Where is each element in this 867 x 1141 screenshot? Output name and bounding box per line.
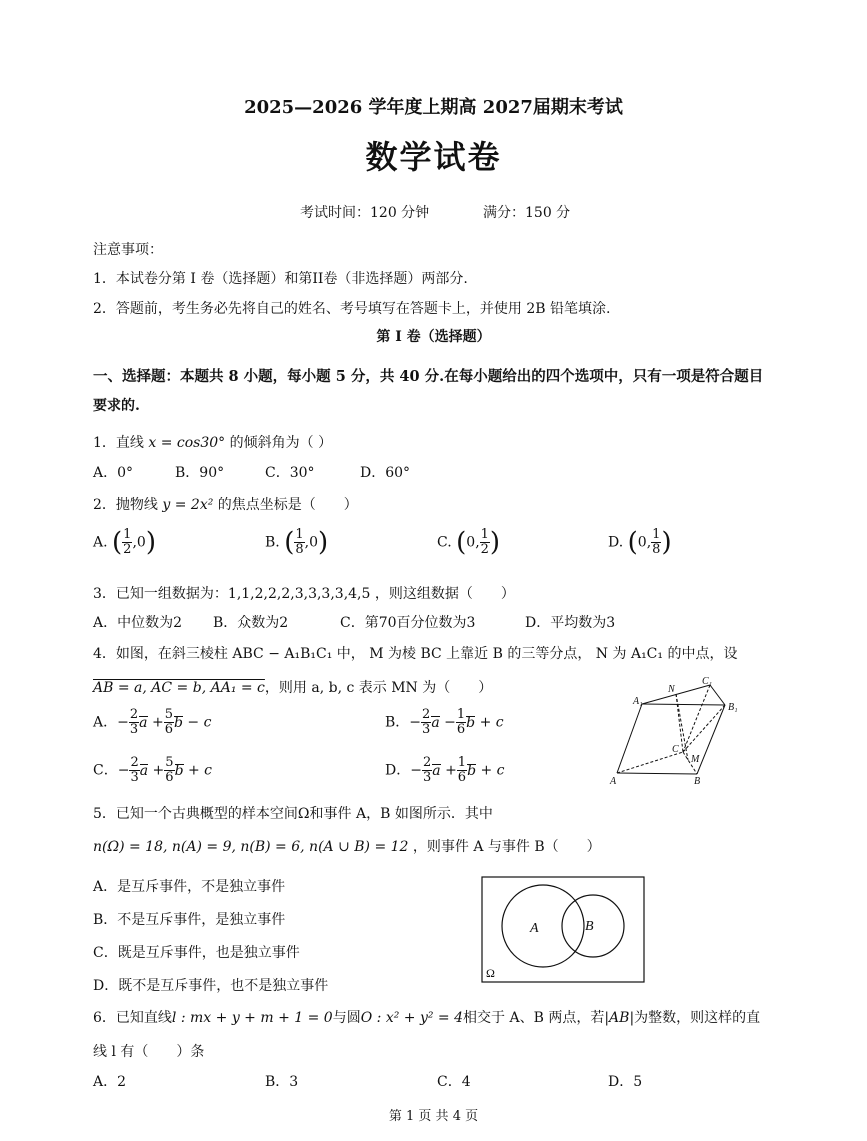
label-b1: B₁ [728, 702, 738, 713]
note-item: 1．本试卷分第 I 卷（选择题）和第II卷（非选择题）两部分. [93, 271, 468, 287]
edge-a1b1 [642, 704, 725, 705]
option-b: B．众数为2 [213, 615, 289, 631]
edge-c1b1 [710, 685, 725, 705]
time-info: 考试时间：120 分钟 [300, 205, 430, 221]
option-b: B．90° [175, 465, 225, 481]
score-info: 满分：150 分 [483, 205, 571, 221]
question-number: 3． [93, 586, 116, 602]
question-5-stem-cont: n(Ω) = 18, n(A) = 9, n(B) = 6, n(A ∪ B) = 12 ，则事件 A 与事件 B（ ） [93, 839, 601, 855]
section-instruction-cont: 要求的. [93, 398, 140, 414]
label-c1: C₁ [702, 676, 713, 687]
edge-ab [617, 773, 697, 774]
option-c: C．30° [265, 465, 315, 481]
subject-title: 数学试卷 [365, 138, 502, 176]
sample-space-box [482, 877, 644, 982]
question-number: 1． [93, 435, 116, 451]
math-expression: y = 2x² [162, 497, 214, 513]
option-d: D．5 [608, 1074, 643, 1090]
section-title: 第 I 卷（选择题） [376, 329, 491, 345]
label-b: B [694, 776, 701, 787]
label-c: C [672, 744, 679, 755]
set-a-circle [502, 885, 584, 967]
venn-diagram [481, 876, 646, 984]
section-instruction: 一、选择题：本题共 8 小题，每小题 5 分，共 40 分.在每小题给出的四个选项中，只有一项是符合题目 [93, 368, 764, 385]
math-expression: n(Ω) = 18, n(A) = 9, n(B) = 6, n(A ∪ B) = 12 [93, 839, 409, 855]
option-d: D．− $\frac{2}{3}$ a + $\frac{1}{6}$ b + c [385, 755, 505, 785]
label-a1: A₁ [633, 696, 643, 707]
option-d: D．平均数为3 [525, 615, 616, 631]
note-item: 2．答题前，考生务必先将自己的姓名、考号填写在答题卡上，并使用 2B 铅笔填涂. [93, 301, 611, 317]
option-b: B．不是互斥事件，是独立事件 [93, 912, 286, 928]
question-4-stem: 4．如图，在斜三棱柱 ABC − A₁B₁C₁ 中， M 为棱 BC 上靠近 B 的三等分点， N 为 A₁C₁ 的中点，设 [93, 646, 738, 662]
option-c: C．第70百分位数为3 [340, 615, 476, 631]
math-expression: |AB| [604, 1010, 635, 1026]
option-c: C．− $\frac{2}{3}$ a + $\frac{5}{6}$ b + c [93, 755, 213, 785]
question-number: 6． [93, 1010, 116, 1026]
question-number: 4． [93, 646, 116, 662]
question-6-stem: 6．已知直线l : mx + y + m + 1 = 0与圆O : x² + y² = 4相交于 A、B 两点，若|AB|为整数，则这样的直 [93, 1010, 761, 1026]
option-d: D．60° [360, 465, 411, 481]
question-number: 2． [93, 497, 116, 513]
notes-heading: 注意事项： [93, 242, 163, 258]
edge-ac [617, 752, 683, 773]
option-a: A．− $\frac{2}{3}$ a + $\frac{5}{6}$ b − c [93, 707, 212, 737]
option-a: A．0° [93, 465, 134, 481]
prism-figure [600, 672, 750, 792]
math-expression: x = cos30° [148, 435, 226, 451]
math-expression: O : x² + y² = 4 [360, 1010, 464, 1026]
exam-title: 2025—2026 学年度上期高 2027届期末考试 [244, 97, 623, 118]
option-a: A．2 [93, 1074, 127, 1090]
segment-b1c [683, 705, 725, 752]
set-a-label: A [530, 921, 539, 936]
option-b: B．3 [265, 1074, 299, 1090]
set-b-label: B [585, 919, 594, 934]
option-c: C．既是互斥事件，也是独立事件 [93, 945, 300, 961]
math-expression: l : mx + y + m + 1 = 0 [171, 1010, 333, 1026]
option-b: B．− $\frac{2}{3}$ a − $\frac{1}{6}$ b + c [385, 707, 504, 737]
edge-c1c [683, 685, 710, 752]
question-2-stem: 2．抛物线 y = 2x² 的焦点坐标是（ ） [93, 497, 358, 513]
option-a: A．中位数为2 [93, 615, 183, 631]
question-4-stem-cont: AB = a, AC = b, AA₁ = c，则用 a, b, c 表示 MN 为（ ） [93, 680, 493, 696]
label-a: A [610, 776, 617, 787]
edge-a1a [617, 704, 642, 773]
question-3-stem: 3．已知一组数据为：1,1,2,2,2,3,3,3,3,4,5 ，则这组数据（ ） [93, 586, 515, 602]
edge-b1b [697, 705, 725, 774]
option-c: C. (0, $\frac{1}{2}$ ) [437, 527, 501, 558]
option-b: B. ( $\frac{1}{8}$ ,0) [265, 527, 329, 558]
question-number: 5． [93, 806, 116, 822]
option-a: A．是互斥事件，不是独立事件 [93, 879, 286, 895]
math-expression: AB = a, AC = b, AA₁ = c [93, 680, 265, 696]
option-c: C．4 [437, 1074, 471, 1090]
omega-label: Ω [486, 966, 495, 980]
option-d: D. (0, $\frac{1}{8}$ ) [608, 527, 672, 558]
question-1-stem: 1．直线 x = cos30° 的倾斜角为（ ） [93, 435, 333, 451]
label-m: M [691, 754, 700, 765]
page-number: 第 1 页 共 4 页 [388, 1109, 479, 1124]
question-5-stem: 5．已知一个古典概型的样本空间Ω和事件 A，B 如图所示．其中 [93, 806, 493, 822]
question-6-stem-cont: 线 l 有（ ）条 [93, 1044, 205, 1060]
option-d: D．既不是互斥事件，也不是独立事件 [93, 978, 329, 994]
label-n: N [668, 684, 675, 695]
option-a: A. ( $\frac{1}{2}$ ,0) [93, 527, 156, 558]
